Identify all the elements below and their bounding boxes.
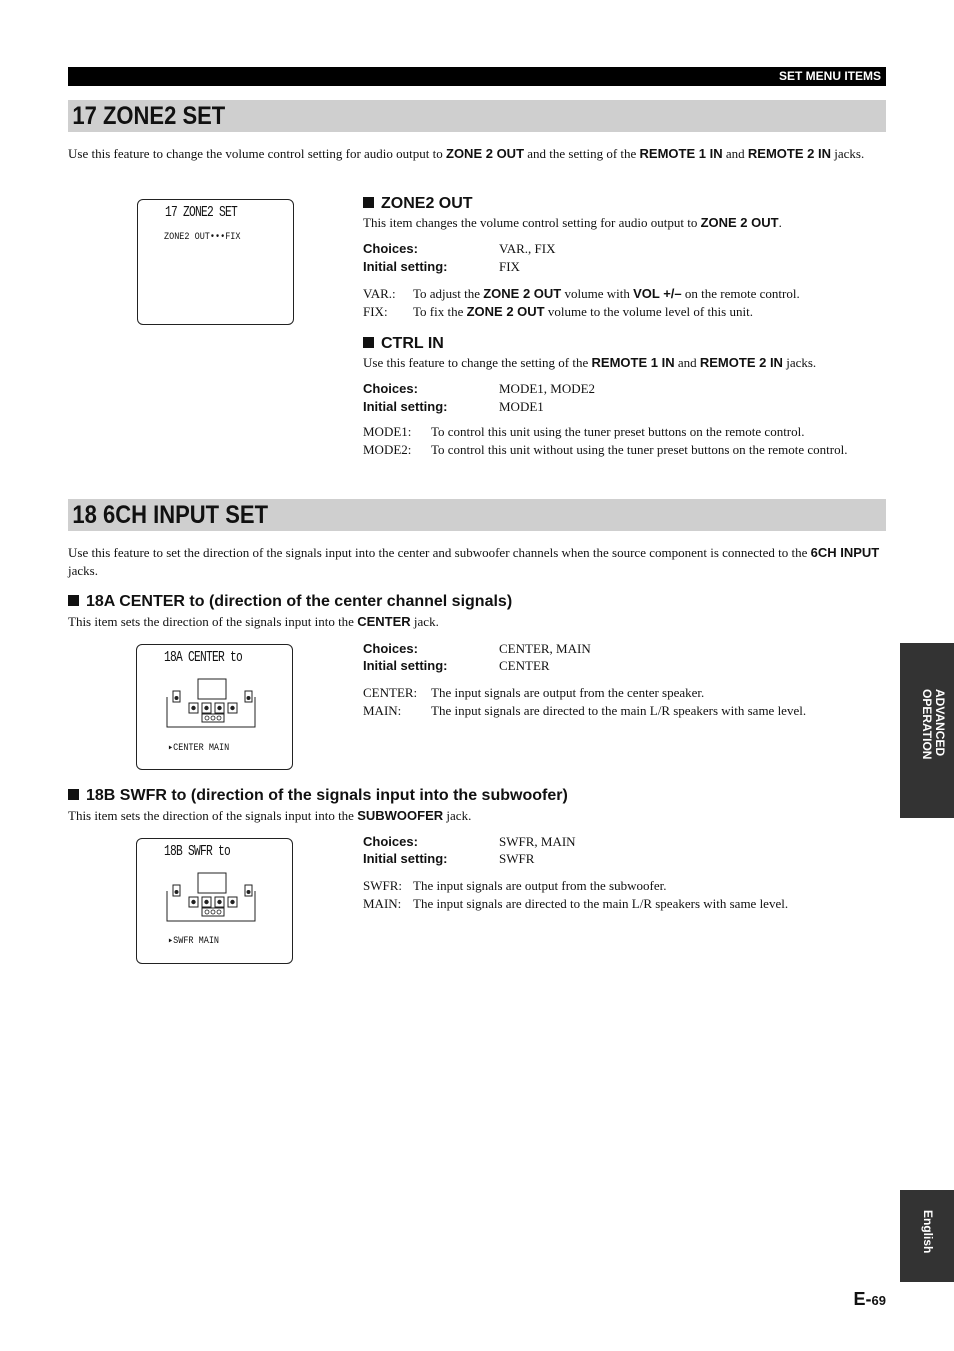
speaker-cone (175, 696, 179, 700)
speaker-layout-icon (165, 869, 265, 929)
swfr-definitions (363, 877, 886, 913)
lcd-line-2: ▸CENTER MAIN (168, 743, 230, 754)
definition-row (363, 702, 886, 720)
speaker-cone (230, 706, 234, 710)
swfr-choices-block (363, 833, 886, 913)
definition-row (363, 877, 886, 895)
section-18b-desc: This item sets the direction of the signals input into the SUBWOOFER jack. (68, 808, 472, 823)
ctrl-in-definitions (363, 423, 886, 459)
speaker-cone (217, 706, 221, 710)
lcd-line-1: 18B SWFR to (164, 843, 231, 860)
section-17-intro: Use this feature to change the volume control setting for audio output to ZONE 2 OUT and the setting of the REMOTE 1 IN and REMOTE 2 IN jacks. (68, 146, 865, 161)
definition-term: MODE2: (363, 442, 412, 457)
choices-row: Choices: MODE1, MODE2 (363, 381, 596, 396)
lcd-line-2: ZONE2 OUT•••FIX (164, 232, 241, 243)
definition-text: The input signals are directed to the main L/R speakers with same level. (413, 896, 789, 911)
ctrl-in-block (363, 334, 886, 459)
speaker-cone (217, 900, 221, 904)
speaker-cone (230, 900, 234, 904)
center-lcd-display (136, 644, 293, 770)
definition-text: The input signals are directed to the main L/R speakers with same level. (431, 703, 807, 718)
speaker-cone (191, 706, 195, 710)
definition-text: To adjust the ZONE 2 OUT volume with VOL +/– on the remote control. (413, 286, 800, 301)
section-18-title: 18 6CH INPUT SET (68, 499, 886, 531)
speaker-cone (191, 900, 195, 904)
definition-text: The input signals are output from the subwoofer. (413, 878, 667, 893)
section-18a-heading: 18A CENTER to (direction of the center channel signals) (68, 592, 886, 612)
definition-row (363, 684, 886, 702)
initial-setting-row: Initial setting: FIX (363, 259, 520, 274)
definition-term: CENTER: (363, 685, 418, 700)
speaker-cone (247, 890, 251, 894)
definition-row (363, 423, 886, 441)
section-18-intro: Use this feature to set the direction of the signals input into the center and subwoofer channels when the source component is connected to the 6CH INPUT jacks. (68, 545, 880, 578)
definition-term: SWFR: (363, 878, 403, 893)
definition-row (363, 895, 886, 913)
square-bullet-icon (363, 337, 374, 348)
center-choices-block (363, 640, 886, 720)
definition-term: MAIN: (363, 896, 402, 911)
definition-term: VAR.: (363, 286, 396, 301)
speaker-cone (247, 696, 251, 700)
zone2-out-heading: ZONE2 OUT (363, 194, 886, 214)
definition-text: To fix the ZONE 2 OUT volume to the volume level of this unit. (413, 304, 753, 319)
choices-row: Choices: SWFR, MAIN (363, 834, 576, 849)
center-definitions (363, 684, 886, 720)
definition-text: To control this unit using the tuner preset buttons on the remote control. (431, 424, 805, 439)
section-18b-heading: 18B SWFR to (direction of the signals input into the subwoofer) (68, 786, 886, 806)
ctrl-in-heading: CTRL IN (363, 334, 886, 354)
running-header: SET MENU ITEMS (68, 67, 886, 86)
square-bullet-icon (68, 595, 79, 606)
zone2-out-definitions (363, 285, 886, 321)
side-tab-advanced-operation: ADVANCED OPERATION (900, 643, 954, 818)
initial-setting-row: Initial setting: CENTER (363, 658, 550, 673)
definition-row (363, 441, 886, 459)
lcd-line-1: 18A CENTER to (164, 649, 243, 666)
ctrl-in-desc: Use this feature to change the setting of the REMOTE 1 IN and REMOTE 2 IN jacks. (363, 355, 817, 370)
definition-row (363, 285, 886, 303)
lcd-line-2: ▸SWFR MAIN (168, 936, 220, 947)
speaker-layout-icon (165, 675, 265, 735)
page-number: E-69 (853, 1289, 886, 1309)
tv-screen (198, 873, 226, 893)
zone2-out-block (363, 194, 886, 321)
definition-text: To control this unit without using the tuner preset buttons on the remote control. (431, 442, 848, 457)
speaker-cone (175, 890, 179, 894)
definition-term: MODE1: (363, 424, 412, 439)
definition-row (363, 303, 886, 321)
definition-term: MAIN: (363, 703, 402, 718)
zone2-out-desc: This item changes the volume control setting for audio output to ZONE 2 OUT. (363, 215, 782, 230)
speaker-cone (204, 706, 208, 710)
initial-setting-row: Initial setting: SWFR (363, 851, 535, 866)
speaker-cone (204, 900, 208, 904)
section-17-title: 17 ZONE2 SET (68, 100, 886, 132)
swfr-lcd-display (136, 838, 293, 964)
square-bullet-icon (68, 789, 79, 800)
definition-text: The input signals are output from the center speaker. (431, 685, 705, 700)
initial-setting-row: Initial setting: MODE1 (363, 399, 544, 414)
tv-screen (198, 679, 226, 699)
square-bullet-icon (363, 197, 374, 208)
choices-row: Choices: VAR., FIX (363, 241, 556, 256)
zone2-lcd-display (137, 199, 294, 325)
choices-row: Choices: CENTER, MAIN (363, 641, 591, 656)
definition-term: FIX: (363, 304, 388, 319)
section-18a-desc: This item sets the direction of the signals input into the CENTER jack. (68, 614, 439, 629)
lcd-line-1: 17 ZONE2 SET (165, 204, 238, 221)
side-tab-english: English (900, 1190, 954, 1282)
